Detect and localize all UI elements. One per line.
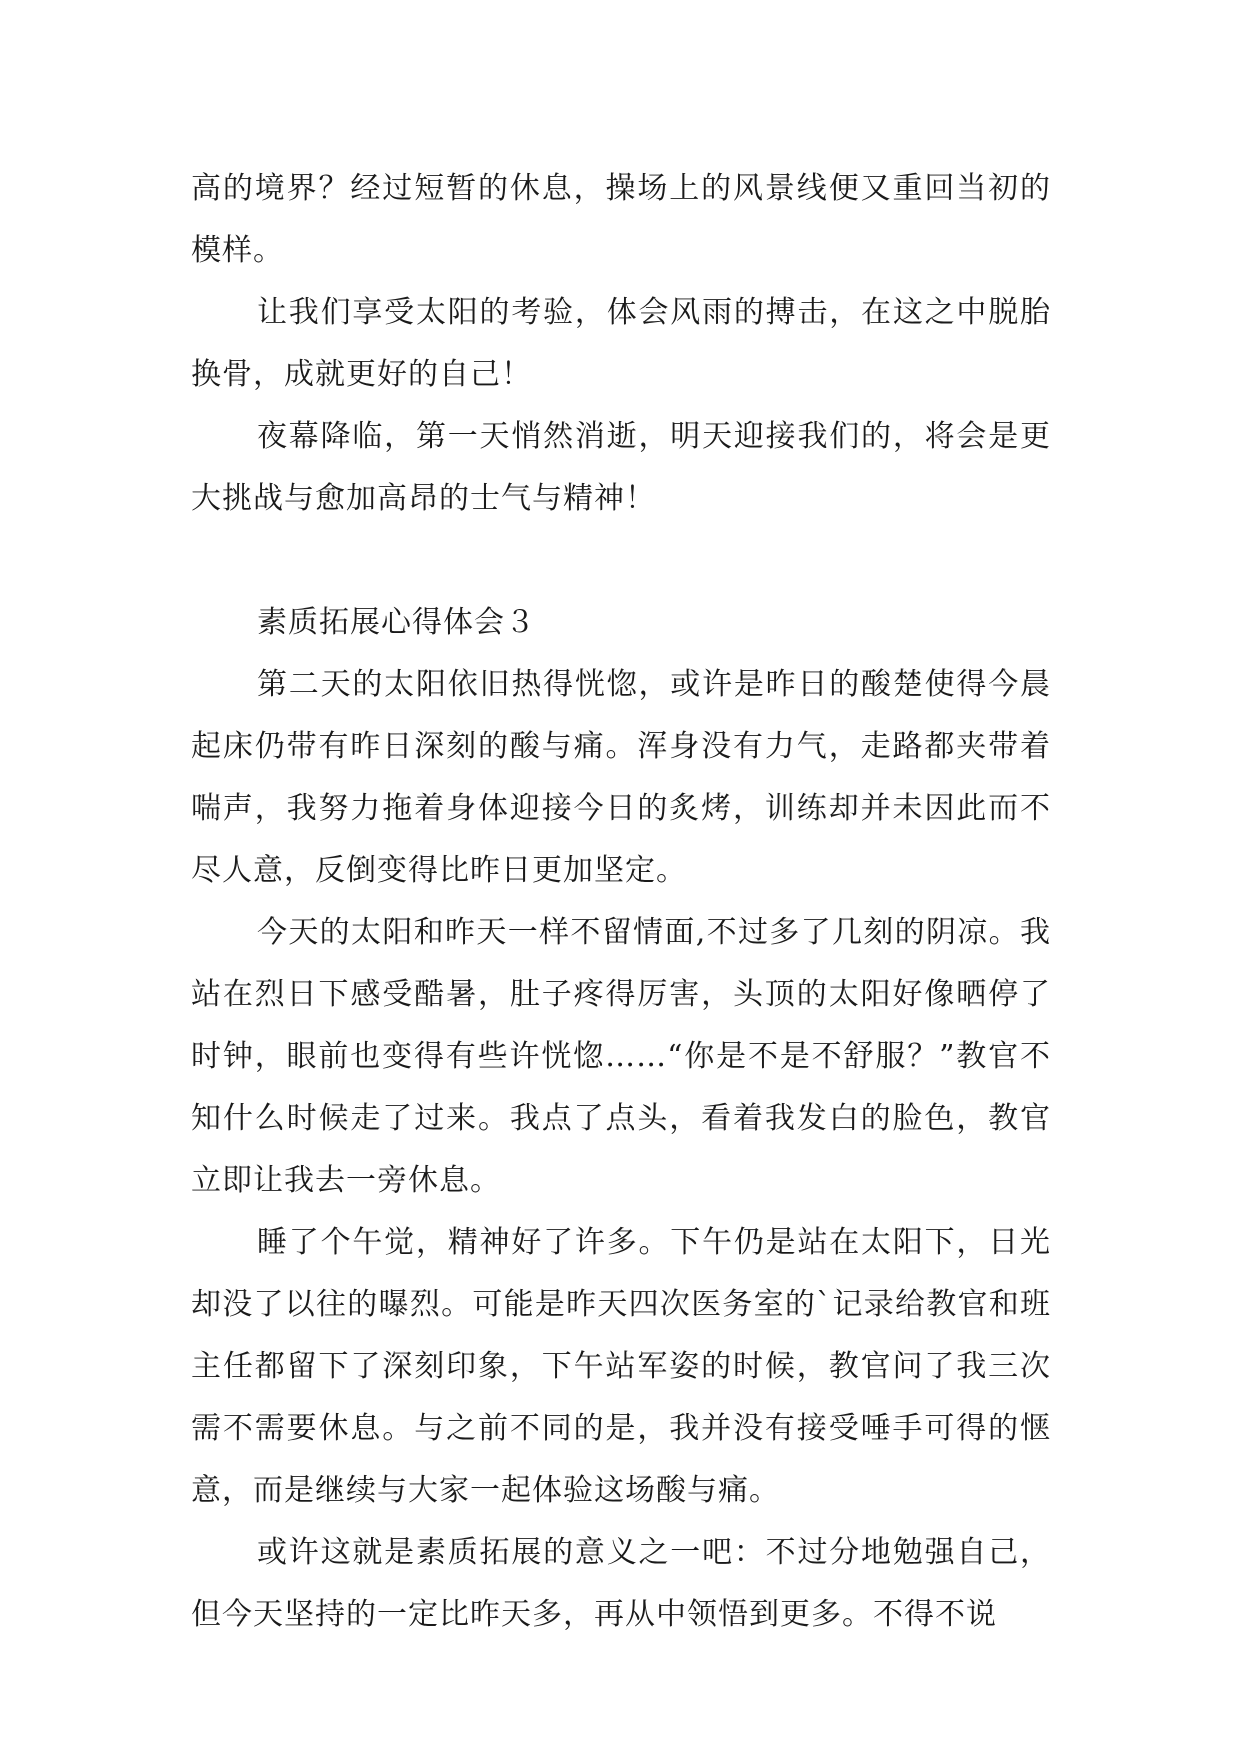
section-spacer	[191, 530, 1051, 592]
section-title: 素质拓展心得体会３	[257, 605, 536, 640]
paragraph-4: 第二天的太阳依旧热得恍惚，或许是昨日的酸楚使得今晨起床仍带有昨日深刻的酸与痛。浑身没有力气，走路都夹带着喘声，我努力拖着身体迎接今日的炙烤，训练却并未因此而不尽人意，反倒变得比昨日更加坚定。	[191, 667, 1051, 888]
paragraph-2: 让我们享受太阳的考验，体会风雨的搏击，在这之中脱胎换骨，成就更好的自己！	[191, 295, 1051, 392]
paragraph-7: 或许这就是素质拓展的意义之一吧：不过分地勉强自己，但今天坚持的一定比昨天多，再从中领悟到更多。不得不说	[191, 1535, 1051, 1632]
paragraph-5: 今天的太阳和昨天一样不留情面,不过多了几刻的阴凉。我站在烈日下感受酷暑，肚子疼得厉害，头顶的太阳好像晒停了时钟，眼前也变得有些许恍惚……“你是不是不舒服？”教官不知什么时候走了过来。我点了点头，看着我发白的脸色，教官立即让我去一旁休息。	[191, 915, 1051, 1198]
paragraph-1: 高的境界？经过短暂的休息，操场上的风景线便又重回当初的模样。	[191, 171, 1051, 268]
document-body	[191, 158, 1051, 1646]
paragraph-3: 夜幕降临，第一天悄然消逝，明天迎接我们的，将会是更大挑战与愈加高昂的士气与精神！	[191, 419, 1051, 516]
paragraph-6: 睡了个午觉，精神好了许多。下午仍是站在太阳下，日光却没了以往的曝烈。可能是昨天四次医务室的`记录给教官和班主任都留下了深刻印象，下午站军姿的时候，教官问了我三次需不需要休息。与之前不同的是，我并没有接受唾手可得的惬意，而是继续与大家一起体验这场酸与痛。	[191, 1225, 1051, 1508]
